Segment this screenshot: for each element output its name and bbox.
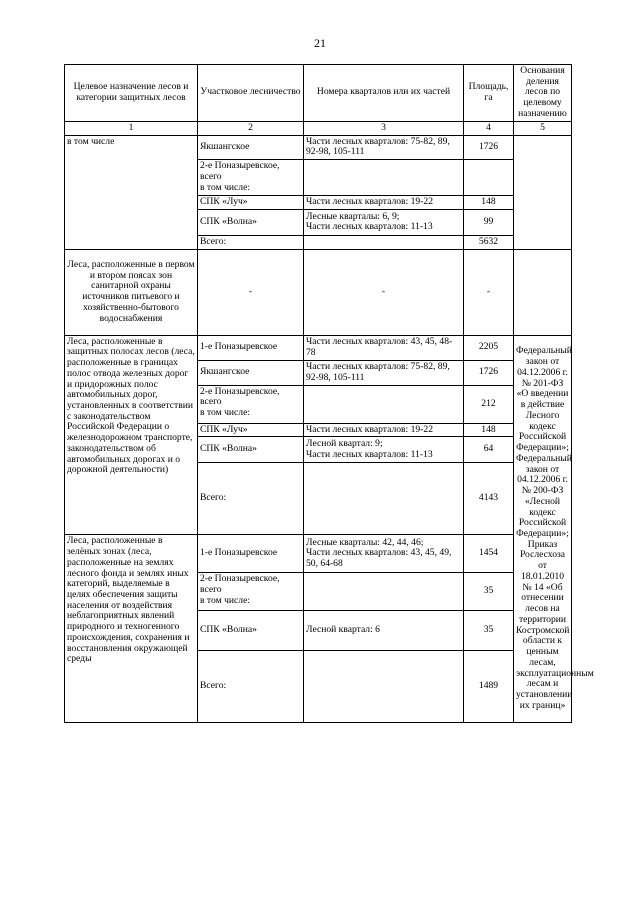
area-cell: 148 (464, 196, 514, 210)
header-basis: Основания деления лесов по целевому назначению (514, 65, 572, 122)
basis-cell-empty (514, 135, 572, 249)
forestry-cell: 2-е Поназыревское, всего в том числе: (198, 385, 304, 423)
forestry-cell: СПК «Луч» (198, 196, 304, 210)
forestry-cell: СПК «Луч» (198, 423, 304, 437)
purpose-cell: Леса, расположенные в защитных полосах лесов (леса, расположенные в границах полос отвода железных дорог и придорожных полос автомобильных дорог, установленных в соответствии с законодательством Российской Федерации о железнодорожном транспорте, законодательством об автомобильных дорогах и о дорожной деятельности) (65, 335, 198, 535)
header-area: Площадь, га (464, 65, 514, 122)
column-number: 2 (198, 121, 304, 135)
area-cell: 5632 (464, 235, 514, 249)
area-cell: - (464, 249, 514, 335)
forestry-cell: Всего: (198, 463, 304, 535)
forestry-cell: СПК «Волна» (198, 437, 304, 463)
quarters-cell: Лесной квартал: 6 (304, 611, 464, 651)
area-cell: 64 (464, 437, 514, 463)
quarters-cell (304, 235, 464, 249)
quarters-cell (304, 385, 464, 423)
quarters-cell: Лесные кварталы: 42, 44, 46; Части лесных кварталов: 43, 45, 49, 50, 64-68 (304, 535, 464, 573)
forestry-cell: Всего: (198, 235, 304, 249)
area-cell: 2205 (464, 335, 514, 360)
area-cell (464, 160, 514, 196)
forestry-cell: Якшангское (198, 135, 304, 159)
purpose-cell: в том числе (65, 135, 198, 249)
table-row (65, 135, 572, 159)
area-cell: 1726 (464, 135, 514, 159)
basis-cell-empty (514, 249, 572, 335)
forestry-cell: 1-е Поназыревское (198, 535, 304, 573)
quarters-cell: Части лесных кварталов: 43, 45, 48-78 (304, 335, 464, 360)
column-number: 4 (464, 121, 514, 135)
quarters-cell: Части лесных кварталов: 75-82, 89, 92-98, 105-111 (304, 135, 464, 159)
forestry-cell: 2-е Поназыревское, всего в том числе: (198, 160, 304, 196)
forestry-cell: - (198, 249, 304, 335)
forestry-cell: Всего: (198, 651, 304, 723)
quarters-cell: - (304, 249, 464, 335)
forestry-cell: СПК «Волна» (198, 209, 304, 235)
column-number: 3 (304, 121, 464, 135)
purpose-cell: Леса, расположенные в первом и втором поясах зон санитарной охраны источников питьевого и хозяйственно-бытового водоснабжения (65, 249, 198, 335)
quarters-cell: Части лесных кварталов: 19-22 (304, 196, 464, 210)
quarters-cell: Части лесных кварталов: 19-22 (304, 423, 464, 437)
column-number: 5 (514, 121, 572, 135)
basis-cell: Федеральный закон от 04.12.2006 г. № 201-ФЗ «О введении в действие Лесного кодекс Российской Федерации»; Федеральный закон от 04.12.2006 г. № 200-ФЗ «Лесной кодекс Российской Федерации»; Приказ Рослесхоза от 18.01.2010 № 14 «Об отнесении лесов на территории Костромской области к ценным лесам, эксплуатационным лесам и установлении их границ» (514, 335, 572, 723)
quarters-cell: Лесные кварталы: 6, 9; Части лесных кварталов: 11-13 (304, 209, 464, 235)
purpose-cell: Леса, расположенные в зелёных зонах (леса, расположенные на землях лесного фонда и землях иных категорий, выделяемые в целях обеспечения защиты населения от воздействия неблагоприятных явлений природного и техногенного происхождения, сохранения и восстановления окружающей среды (65, 535, 198, 723)
quarters-cell (304, 463, 464, 535)
header-purpose: Целевое назначение лесов и категории защитных лесов (65, 65, 198, 122)
quarters-cell: Лесной квартал: 9; Части лесных кварталов: 11-13 (304, 437, 464, 463)
quarters-cell: Части лесных кварталов: 75-82, 89, 92-98, 105-111 (304, 360, 464, 385)
area-cell: 1454 (464, 535, 514, 573)
forestry-cell: Якшангское (198, 360, 304, 385)
area-cell: 1489 (464, 651, 514, 723)
header-quarters: Номера кварталов или их частей (304, 65, 464, 122)
forestry-cell: СПК «Волна» (198, 611, 304, 651)
area-cell: 99 (464, 209, 514, 235)
quarters-cell (304, 651, 464, 723)
column-number: 1 (65, 121, 198, 135)
area-cell: 35 (464, 573, 514, 611)
area-cell: 148 (464, 423, 514, 437)
quarters-cell (304, 160, 464, 196)
forestry-cell: 1-е Поназыревское (198, 335, 304, 360)
forest-purpose-table (64, 64, 594, 723)
area-cell: 4143 (464, 463, 514, 535)
area-cell: 35 (464, 611, 514, 651)
column-number-row (65, 121, 572, 135)
area-cell: 1726 (464, 360, 514, 385)
table-row (65, 535, 572, 573)
area-cell: 212 (464, 385, 514, 423)
forestry-cell: 2-е Поназыревское, всего в том числе: (198, 573, 304, 611)
table-header-row (65, 65, 572, 122)
table-row (65, 335, 572, 360)
quarters-cell (304, 573, 464, 611)
header-forestry: Участковое лесничество (198, 65, 304, 122)
page-number: 21 (314, 36, 326, 50)
table-row (65, 249, 572, 335)
